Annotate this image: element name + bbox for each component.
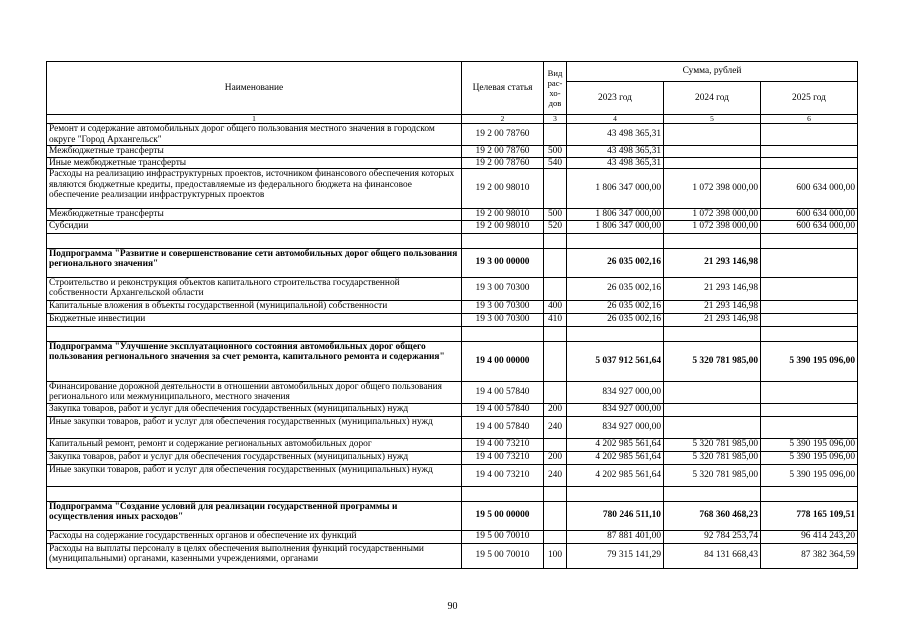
amount-2025	[761, 300, 858, 313]
empty-cell	[462, 233, 544, 248]
row-name: Подпрограмма "Улучшение эксплуатационного состояния автомобильных дорог общего пользования регионального значения за счет ремонта, капитального ремонта и содержания"	[47, 341, 462, 381]
target-article: 19 4 00 57840	[462, 381, 544, 403]
budget-table	[46, 61, 858, 569]
amount-2025	[761, 313, 858, 326]
amount-2024: 5 320 781 985,00	[664, 341, 761, 381]
row-name: Капитальный ремонт, ремонт и содержание региональных автомобильных дорог	[47, 438, 462, 451]
header-year-2024: 2024 год	[664, 82, 761, 115]
table-row	[47, 300, 858, 313]
amount-2023: 5 037 912 561,64	[567, 341, 664, 381]
expense-type: 400	[544, 300, 567, 313]
row-name: Ремонт и содержание автомобильных дорог общего пользования местного значения в городском округе "Город Архангельск"	[47, 124, 462, 146]
table-row	[47, 169, 858, 209]
amount-2023: 834 927 000,00	[567, 416, 664, 438]
target-article: 19 4 00 57840	[462, 403, 544, 416]
amount-2024: 5 320 781 985,00	[664, 438, 761, 451]
empty-cell	[567, 326, 664, 341]
row-name: Иные закупки товаров, работ и услуг для обеспечения государственных (муниципальных) нужд	[47, 464, 462, 486]
table-row	[47, 277, 858, 300]
amount-2024: 5 320 781 985,00	[664, 464, 761, 486]
amount-2024: 5 320 781 985,00	[664, 451, 761, 464]
table-row	[47, 403, 858, 416]
table-row	[47, 124, 858, 146]
target-article: 19 4 00 73210	[462, 438, 544, 451]
column-number-row	[47, 115, 858, 124]
table-row	[47, 157, 858, 169]
header-year-2025: 2025 год	[761, 82, 858, 115]
row-name: Закупка товаров, работ и услуг для обеспечения государственных (муниципальных) нужд	[47, 403, 462, 416]
expense-type: 520	[544, 220, 567, 233]
expense-type	[544, 124, 567, 146]
empty-cell	[664, 486, 761, 501]
empty-cell	[544, 326, 567, 341]
amount-2025: 600 634 000,00	[761, 209, 858, 221]
table-row	[47, 209, 858, 221]
table-row	[47, 543, 858, 568]
target-article: 19 2 00 98010	[462, 220, 544, 233]
table-row	[47, 530, 858, 543]
target-article: 19 3 00 70300	[462, 313, 544, 326]
empty-cell	[761, 326, 858, 341]
amount-2023: 4 202 985 561,64	[567, 464, 664, 486]
amount-2024: 768 360 468,23	[664, 501, 761, 530]
row-name: Расходы на содержание государственных органов и обеспечение их функций	[47, 530, 462, 543]
amount-2024	[664, 146, 761, 158]
amount-2024: 84 131 668,43	[664, 543, 761, 568]
empty-cell	[567, 233, 664, 248]
row-name: Межбюджетные трансферты	[47, 209, 462, 221]
amount-2024: 21 293 146,98	[664, 313, 761, 326]
expense-type: 200	[544, 403, 567, 416]
amount-2025: 5 390 195 096,00	[761, 438, 858, 451]
spacer-row	[47, 326, 858, 341]
amount-2023: 26 035 002,16	[567, 248, 664, 277]
amount-2025: 87 382 364,59	[761, 543, 858, 568]
expense-type: 200	[544, 451, 567, 464]
expense-type	[544, 277, 567, 300]
amount-2025	[761, 277, 858, 300]
amount-2023: 834 927 000,00	[567, 403, 664, 416]
table-row	[47, 416, 858, 438]
amount-2023: 4 202 985 561,64	[567, 451, 664, 464]
amount-2024	[664, 416, 761, 438]
amount-2025	[761, 403, 858, 416]
row-name: Иные закупки товаров, работ и услуг для обеспечения государственных (муниципальных) нужд	[47, 416, 462, 438]
amount-2024	[664, 403, 761, 416]
amount-2024: 21 293 146,98	[664, 277, 761, 300]
amount-2025	[761, 248, 858, 277]
target-article: 19 2 00 78760	[462, 124, 544, 146]
target-article: 19 4 00 57840	[462, 416, 544, 438]
table-row	[47, 220, 858, 233]
table-row	[47, 381, 858, 403]
empty-cell	[664, 233, 761, 248]
empty-cell	[544, 233, 567, 248]
amount-2024: 21 293 146,98	[664, 300, 761, 313]
amount-2025	[761, 157, 858, 169]
amount-2023: 79 315 141,29	[567, 543, 664, 568]
header-sum: Сумма, рублей	[567, 62, 858, 82]
row-name: Иные межбюджетные трансферты	[47, 157, 462, 169]
amount-2023: 26 035 002,16	[567, 277, 664, 300]
amount-2025: 96 414 243,20	[761, 530, 858, 543]
row-name: Закупка товаров, работ и услуг для обеспечения государственных (муниципальных) нужд	[47, 451, 462, 464]
amount-2023: 834 927 000,00	[567, 381, 664, 403]
amount-2023: 87 881 401,00	[567, 530, 664, 543]
target-article: 19 5 00 70010	[462, 543, 544, 568]
column-number: 2	[462, 115, 544, 124]
amount-2023: 1 806 347 000,00	[567, 169, 664, 209]
header-target-article: Целевая статья	[462, 62, 544, 115]
amount-2024	[664, 157, 761, 169]
row-name: Субсидии	[47, 220, 462, 233]
amount-2023: 780 246 511,10	[567, 501, 664, 530]
amount-2023: 1 806 347 000,00	[567, 209, 664, 221]
expense-type	[544, 530, 567, 543]
row-name: Подпрограмма "Развитие и совершенствование сети автомобильных дорог общего пользования регионального значения"	[47, 248, 462, 277]
expense-type: 240	[544, 464, 567, 486]
row-name: Бюджетные инвестиции	[47, 313, 462, 326]
expense-type: 410	[544, 313, 567, 326]
target-article: 19 2 00 98010	[462, 209, 544, 221]
amount-2024: 1 072 398 000,00	[664, 220, 761, 233]
amount-2023: 43 498 365,31	[567, 124, 664, 146]
header-year-2023: 2023 год	[567, 82, 664, 115]
amount-2024: 92 784 253,74	[664, 530, 761, 543]
expense-type	[544, 248, 567, 277]
amount-2025: 5 390 195 096,00	[761, 464, 858, 486]
table-row	[47, 313, 858, 326]
expense-type	[544, 438, 567, 451]
row-name: Межбюджетные трансферты	[47, 146, 462, 158]
amount-2025: 5 390 195 096,00	[761, 451, 858, 464]
amount-2025: 600 634 000,00	[761, 169, 858, 209]
expense-type	[544, 341, 567, 381]
column-number: 1	[47, 115, 462, 124]
target-article: 19 3 00 70300	[462, 277, 544, 300]
target-article: 19 3 00 70300	[462, 300, 544, 313]
column-number: 4	[567, 115, 664, 124]
empty-cell	[47, 326, 462, 341]
expense-type: 100	[544, 543, 567, 568]
amount-2023: 43 498 365,31	[567, 146, 664, 158]
subprogram-row	[47, 248, 858, 277]
table-row	[47, 451, 858, 464]
row-name: Подпрограмма "Создание условий для реализации государственной программы и осуществления иных расходов"	[47, 501, 462, 530]
amount-2024	[664, 124, 761, 146]
empty-cell	[664, 326, 761, 341]
target-article: 19 4 00 00000	[462, 341, 544, 381]
column-number: 5	[664, 115, 761, 124]
expense-type	[544, 381, 567, 403]
empty-cell	[761, 486, 858, 501]
empty-cell	[567, 486, 664, 501]
spacer-row	[47, 486, 858, 501]
amount-2025	[761, 416, 858, 438]
row-name: Строительство и реконструкция объектов капитального строительства государственной собственности Архангельской области	[47, 277, 462, 300]
amount-2023: 1 806 347 000,00	[567, 220, 664, 233]
column-number: 6	[761, 115, 858, 124]
empty-cell	[761, 233, 858, 248]
row-name: Капитальные вложения в объекты государственной (муниципальной) собственности	[47, 300, 462, 313]
amount-2025	[761, 381, 858, 403]
expense-type	[544, 501, 567, 530]
target-article: 19 4 00 73210	[462, 451, 544, 464]
empty-cell	[544, 486, 567, 501]
amount-2023: 43 498 365,31	[567, 157, 664, 169]
expense-type: 240	[544, 416, 567, 438]
amount-2024: 21 293 146,98	[664, 248, 761, 277]
row-name: Финансирование дорожной деятельности в отношении автомобильных дорог общего пользования регионального или межмуниципального, местного значения	[47, 381, 462, 403]
amount-2024: 1 072 398 000,00	[664, 169, 761, 209]
empty-cell	[47, 486, 462, 501]
amount-2025	[761, 124, 858, 146]
target-article: 19 4 00 73210	[462, 464, 544, 486]
amount-2025: 5 390 195 096,00	[761, 341, 858, 381]
amount-2023: 26 035 002,16	[567, 300, 664, 313]
expense-type: 500	[544, 146, 567, 158]
empty-cell	[462, 486, 544, 501]
amount-2025: 778 165 109,51	[761, 501, 858, 530]
amount-2023: 26 035 002,16	[567, 313, 664, 326]
subprogram-row	[47, 341, 858, 381]
column-number: 3	[544, 115, 567, 124]
header-expense-type: Вид рас-хо-дов	[544, 62, 567, 115]
subprogram-row	[47, 501, 858, 530]
target-article: 19 5 00 00000	[462, 501, 544, 530]
amount-2025: 600 634 000,00	[761, 220, 858, 233]
row-name: Расходы на выплаты персоналу в целях обеспечения выполнения функций государственными (муниципальными) органами, казенными учреждениями, органами	[47, 543, 462, 568]
amount-2024: 1 072 398 000,00	[664, 209, 761, 221]
amount-2025	[761, 146, 858, 158]
target-article: 19 5 00 70010	[462, 530, 544, 543]
target-article: 19 2 00 78760	[462, 146, 544, 158]
target-article: 19 2 00 78760	[462, 157, 544, 169]
table-row	[47, 438, 858, 451]
table-row	[47, 146, 858, 158]
expense-type: 540	[544, 157, 567, 169]
page-number: 90	[447, 601, 458, 612]
expense-type	[544, 169, 567, 209]
target-article: 19 2 00 98010	[462, 169, 544, 209]
expense-type: 500	[544, 209, 567, 221]
header-name: Наименование	[47, 62, 462, 115]
empty-cell	[47, 233, 462, 248]
target-article: 19 3 00 00000	[462, 248, 544, 277]
empty-cell	[462, 326, 544, 341]
table-row	[47, 464, 858, 486]
spacer-row	[47, 233, 858, 248]
row-name: Расходы на реализацию инфраструктурных проектов, источником финансового обеспечения которых являются бюджетные кредиты, предоставляемые из федерального бюджета на финансовое обеспечение реализации инфраструктурных проектов	[47, 169, 462, 209]
amount-2024	[664, 381, 761, 403]
amount-2023: 4 202 985 561,64	[567, 438, 664, 451]
